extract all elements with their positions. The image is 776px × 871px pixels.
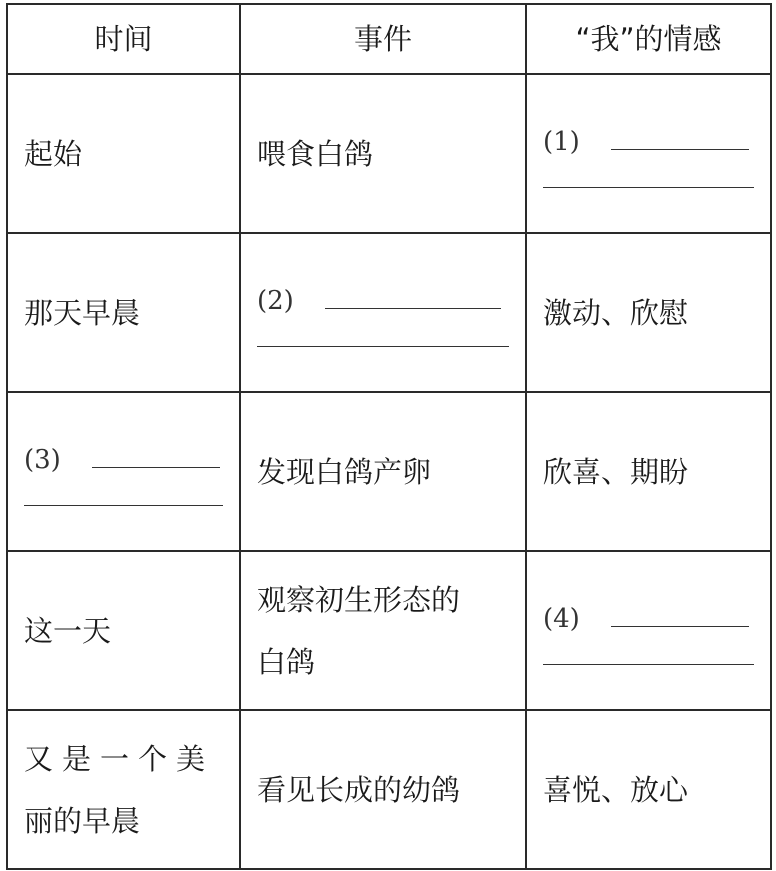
time-cell: 那天早晨 [7, 233, 240, 392]
answer-blank-line[interactable] [257, 345, 509, 347]
header-emotion: “我”的情感 [526, 4, 771, 74]
emotion-cell [526, 74, 771, 233]
event-cell: 发现白鸽产卵 [240, 392, 526, 551]
event-cell: 喂食白鸽 [240, 74, 526, 233]
answer-blank-line[interactable] [543, 186, 754, 188]
blank-marker: (4) [543, 603, 580, 634]
table-row [7, 710, 771, 869]
table-row [7, 233, 771, 392]
answer-blank[interactable] [92, 439, 220, 468]
blank-marker: (1) [543, 126, 580, 157]
time-line: 丽的早晨 [24, 803, 141, 838]
answer-blank[interactable] [325, 280, 501, 309]
header-event: 事件 [240, 4, 526, 74]
time-line: 又是一个美 [24, 741, 215, 776]
answer-blank[interactable] [611, 598, 749, 627]
answer-blank[interactable] [611, 121, 749, 150]
event-cell [240, 233, 526, 392]
blank-marker: (2) [257, 285, 294, 316]
table-header-row [7, 4, 771, 74]
blank-marker: (3) [24, 444, 61, 475]
time-cell: 这一天 [7, 551, 240, 710]
emotion-cell: 激动、欣慰 [526, 233, 771, 392]
table-row [7, 392, 771, 551]
table-row [7, 74, 771, 233]
time-cell: 起始 [7, 74, 240, 233]
event-line: 观察初生形态的 [257, 582, 461, 617]
emotion-cell: 喜悦、放心 [526, 710, 771, 869]
event-cell [240, 551, 526, 710]
event-cell: 看见长成的幼鸽 [240, 710, 526, 869]
emotion-cell [526, 551, 771, 710]
time-cell [7, 710, 240, 869]
answer-blank-line[interactable] [24, 504, 223, 506]
emotion-table [6, 3, 772, 870]
header-time: 时间 [7, 4, 240, 74]
table-row [7, 551, 771, 710]
answer-blank-line[interactable] [543, 663, 754, 665]
event-line: 白鸽 [257, 644, 316, 679]
emotion-cell: 欣喜、期盼 [526, 392, 771, 551]
time-cell [7, 392, 240, 551]
